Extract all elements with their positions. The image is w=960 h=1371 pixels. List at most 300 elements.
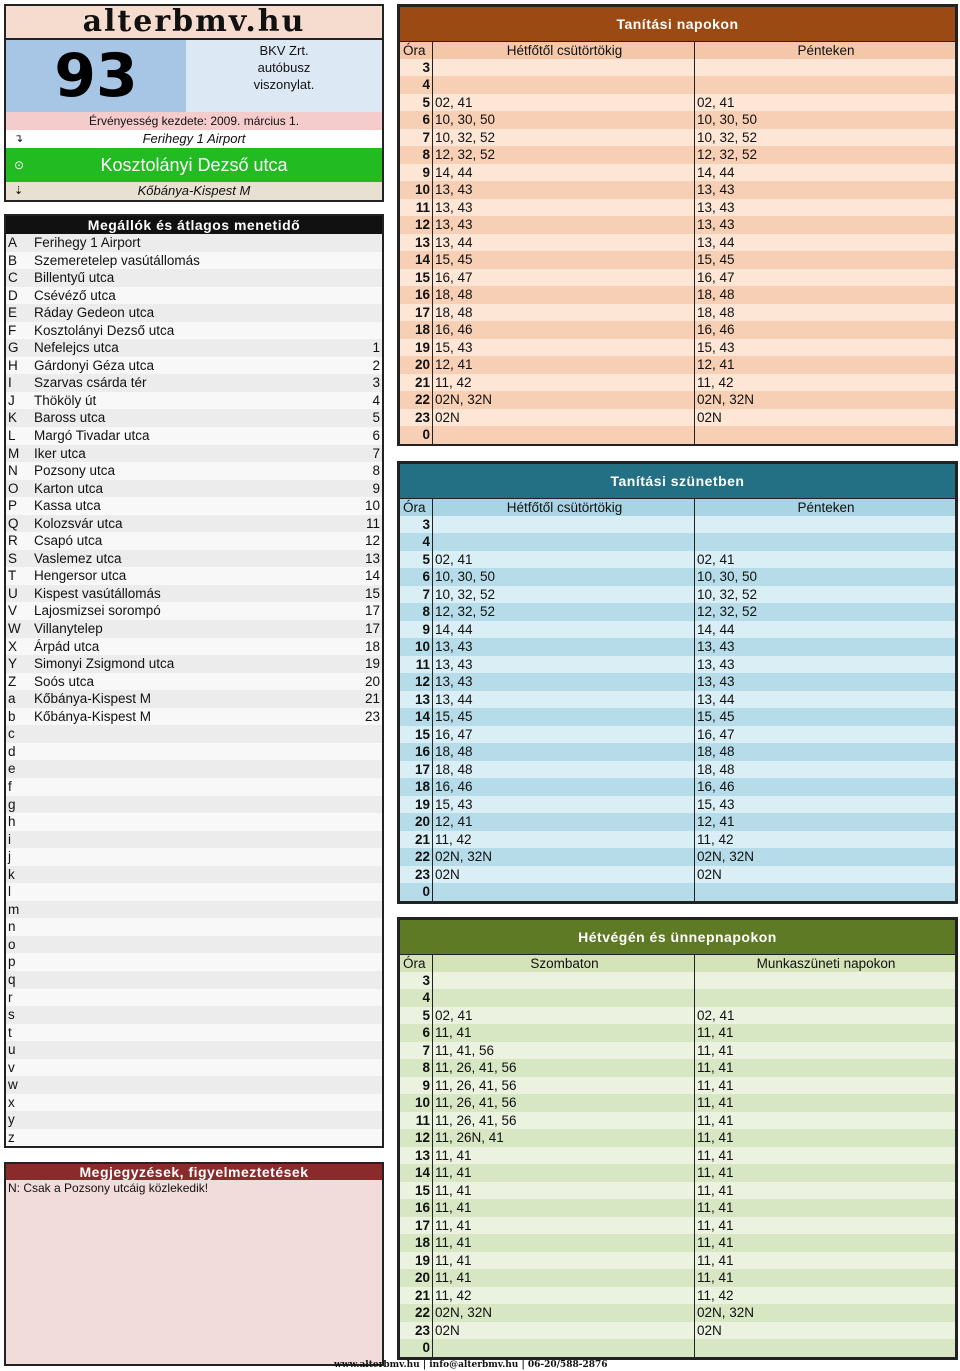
stop-row (6, 796, 382, 814)
hour-cell: 15 (414, 1182, 430, 1198)
hour-cell: 6 (422, 112, 430, 127)
minutes-b-cell (694, 426, 955, 444)
column-b-header: Munkaszüneti napokon (694, 955, 955, 972)
stop-name: Villanytelep (34, 621, 103, 637)
minutes-a-cell: 18, 48 (432, 304, 694, 322)
minutes-a-cell: 02N (432, 866, 694, 884)
minutes-a-cell: 12, 41 (432, 356, 694, 374)
stop-letter: I (8, 375, 12, 391)
minutes-b-cell: 13, 43 (694, 673, 955, 691)
minutes-a-cell: 10, 32, 52 (432, 586, 694, 604)
minutes-b-cell: 15, 43 (694, 796, 955, 814)
minutes-b-cell (694, 533, 955, 551)
direction-from-label: Ferihegy 1 Airport (142, 131, 246, 146)
stop-row (6, 585, 382, 603)
stop-letter: p (8, 954, 16, 970)
hour-cell: 4 (422, 534, 430, 549)
schedule-row (400, 551, 955, 569)
minutes-a-cell: 11, 41 (432, 1147, 694, 1165)
stop-letter: d (8, 743, 16, 759)
stop-letter: n (8, 919, 16, 935)
stop-letter: W (8, 621, 21, 637)
current-stop (6, 148, 382, 182)
schedule-row (400, 59, 955, 77)
minutes-b-cell: 11, 41 (694, 1217, 955, 1235)
stop-name: Kispest vasútállomás (34, 585, 161, 601)
minutes-a-cell: 11, 41 (432, 1252, 694, 1270)
minutes-a-cell: 13, 43 (432, 656, 694, 674)
minutes-b-cell: 15, 45 (694, 708, 955, 726)
stop-letter: l (8, 884, 11, 900)
stop-letter: h (8, 814, 16, 830)
stop-letter: M (8, 445, 20, 461)
stop-row (6, 392, 382, 410)
stop-letter: J (8, 392, 15, 408)
stop-row (6, 1076, 382, 1094)
minutes-b-cell: 11, 41 (694, 1042, 955, 1060)
stop-letter: q (8, 971, 16, 987)
minutes-b-cell: 18, 48 (694, 304, 955, 322)
minutes-a-cell: 02N, 32N (432, 1304, 694, 1322)
minutes-b-cell (694, 59, 955, 77)
stop-letter: H (8, 357, 18, 373)
hour-cell: 22 (414, 1305, 430, 1320)
stop-row (6, 462, 382, 480)
schedule-rows (400, 516, 955, 901)
validity-date: Érvényesség kezdete: 2009. március 1. (6, 112, 382, 130)
hour-cell: 12 (414, 1130, 430, 1145)
schedule-row (400, 638, 955, 656)
stop-time: 10 (364, 498, 380, 514)
operator-panel (186, 40, 382, 112)
stop-time: 5 (372, 410, 380, 426)
minutes-a-cell: 11, 42 (432, 374, 694, 392)
minutes-b-cell: 11, 41 (694, 1199, 955, 1217)
stop-row (6, 234, 382, 252)
stop-time: 17 (364, 621, 380, 637)
minutes-a-cell: 02N (432, 1322, 694, 1340)
hour-cell: 22 (414, 392, 430, 407)
schedule-row (400, 1077, 955, 1095)
hour-cell: 3 (422, 59, 430, 75)
schedule-row (400, 1147, 955, 1165)
hour-cell: 23 (414, 866, 430, 882)
minutes-b-cell: 12, 32, 52 (694, 603, 955, 621)
minutes-b-cell: 13, 43 (694, 638, 955, 656)
schedule-row (400, 586, 955, 604)
minutes-a-cell: 15, 43 (432, 339, 694, 357)
minutes-b-cell: 18, 48 (694, 761, 955, 779)
schedule-row (400, 146, 955, 164)
schedule-title: Hétvégén és ünnepnapokon (400, 920, 955, 954)
stop-name: Árpád utca (34, 638, 100, 654)
stop-row (6, 357, 382, 375)
schedule-row (400, 1339, 955, 1357)
minutes-a-cell (432, 76, 694, 94)
schedule-row (400, 76, 955, 94)
schedule-row (400, 1182, 955, 1200)
stop-letter: k (8, 866, 15, 882)
vehicle-type-line1: autóbusz (257, 60, 311, 75)
hour-cell: 23 (414, 409, 430, 425)
stop-time: 1 (372, 340, 380, 356)
stop-letter: v (8, 1059, 15, 1075)
minutes-b-cell: 11, 42 (694, 831, 955, 849)
minutes-a-cell (432, 989, 694, 1007)
minutes-a-cell (432, 1339, 694, 1357)
stop-row (6, 1094, 382, 1112)
brand-header (4, 4, 384, 40)
minutes-b-cell: 11, 41 (694, 1234, 955, 1252)
minutes-a-cell (432, 533, 694, 551)
hour-cell: 15 (414, 726, 430, 742)
hour-cell: 7 (422, 1042, 430, 1058)
minutes-b-cell: 10, 32, 52 (694, 129, 955, 147)
stop-row (6, 445, 382, 463)
stop-row (6, 901, 382, 919)
schedule-row (400, 111, 955, 129)
stop-time: 17 (364, 603, 380, 619)
stop-letter: B (8, 252, 18, 268)
schedule-row (400, 426, 955, 444)
stop-row (6, 936, 382, 954)
minutes-a-cell (432, 883, 694, 901)
minutes-b-cell (694, 989, 955, 1007)
stop-name: Szarvas csárda tér (34, 375, 147, 391)
minutes-a-cell: 15, 45 (432, 251, 694, 269)
minutes-b-cell: 15, 45 (694, 251, 955, 269)
stop-row (6, 532, 382, 550)
schedule-row (400, 743, 955, 761)
hour-column-header: Óra (403, 500, 426, 515)
hour-cell: 3 (422, 516, 430, 532)
operator-name: BKV Zrt. (259, 43, 309, 58)
schedule-row (400, 691, 955, 709)
stop-letter: V (8, 603, 18, 619)
minutes-a-cell: 02, 41 (432, 551, 694, 569)
stop-row (6, 813, 382, 831)
hour-cell: 17 (414, 1217, 430, 1233)
schedule-row (400, 866, 955, 884)
minutes-a-cell: 10, 30, 50 (432, 111, 694, 129)
hour-cell: 0 (422, 427, 430, 442)
hour-cell: 16 (414, 744, 430, 759)
schedule-row (400, 1042, 955, 1060)
schedule-row (400, 761, 955, 779)
minutes-b-cell: 11, 42 (694, 374, 955, 392)
stop-time: 20 (364, 673, 380, 689)
minutes-b-cell: 11, 41 (694, 1182, 955, 1200)
stop-time: 8 (372, 463, 380, 479)
column-a-header: Szombaton (432, 955, 694, 972)
stop-row (6, 953, 382, 971)
minutes-b-cell: 11, 41 (694, 1112, 955, 1130)
stop-letter: G (8, 340, 19, 356)
schedule-title: Tanítási napokon (400, 7, 955, 41)
stop-row (6, 655, 382, 673)
stop-row (6, 831, 382, 849)
stop-marker-icon: ⊙ (14, 158, 25, 172)
hour-cell: 7 (422, 586, 430, 602)
stop-name: Billentyű utca (34, 270, 115, 286)
hour-cell: 19 (414, 1252, 430, 1268)
stop-time: 6 (372, 428, 380, 444)
stop-row (6, 989, 382, 1007)
minutes-b-cell: 18, 48 (694, 286, 955, 304)
stop-letter: E (8, 305, 18, 321)
hour-cell: 3 (422, 972, 430, 988)
hour-cell: 10 (414, 639, 430, 654)
minutes-b-cell: 02, 41 (694, 1007, 955, 1025)
hour-cell: 11 (415, 656, 430, 672)
brand-logo: alterbmv.hu (82, 4, 306, 39)
minutes-a-cell: 18, 48 (432, 286, 694, 304)
schedule-column-headers (400, 41, 955, 59)
minutes-b-cell: 02N, 32N (694, 391, 955, 409)
minutes-a-cell: 11, 42 (432, 831, 694, 849)
minutes-b-cell: 11, 41 (694, 1129, 955, 1147)
hour-cell: 0 (422, 1340, 430, 1355)
minutes-a-cell: 11, 41 (432, 1182, 694, 1200)
stop-letter: s (8, 1007, 15, 1023)
minutes-b-cell: 02N (694, 866, 955, 884)
stop-letter: m (8, 901, 20, 917)
stop-name: Gárdonyi Géza utca (34, 357, 155, 373)
stop-row (6, 1041, 382, 1059)
stop-row (6, 673, 382, 691)
hour-cell: 8 (422, 147, 430, 162)
stop-letter: o (8, 936, 16, 952)
stop-time: 11 (365, 515, 380, 531)
stop-name: Simonyi Zsigmond utca (34, 656, 175, 672)
stop-name: Csévéző utca (34, 287, 116, 303)
schedule-row (400, 603, 955, 621)
stop-letter: w (8, 1077, 18, 1093)
stop-row (6, 971, 382, 989)
schedule-row (400, 778, 955, 796)
hour-cell: 11 (415, 1112, 430, 1128)
stop-row (6, 304, 382, 322)
stop-row (6, 339, 382, 357)
schedule-school-days (397, 4, 958, 446)
minutes-a-cell: 13, 43 (432, 673, 694, 691)
stop-name: Baross utca (34, 410, 106, 426)
schedule-rows (400, 59, 955, 444)
stop-row (6, 567, 382, 585)
schedule-row (400, 1164, 955, 1182)
minutes-a-cell (432, 59, 694, 77)
hour-cell: 19 (414, 796, 430, 812)
hour-cell: 12 (414, 674, 430, 689)
hour-cell: 17 (414, 761, 430, 777)
stop-letter: L (8, 428, 16, 444)
schedule-row (400, 409, 955, 427)
minutes-b-cell: 02N, 32N (694, 1304, 955, 1322)
minutes-b-cell: 16, 47 (694, 269, 955, 287)
stop-row (6, 287, 382, 305)
hour-cell: 8 (422, 1060, 430, 1075)
stop-time: 21 (364, 691, 380, 707)
line-number-panel (6, 40, 186, 112)
hour-cell: 9 (422, 621, 430, 637)
stop-row (6, 602, 382, 620)
stop-letter: O (8, 480, 19, 496)
notes-header: Megjegyzések, figyelmeztetések (6, 1164, 382, 1180)
hour-cell: 20 (414, 357, 430, 372)
schedule-row (400, 848, 955, 866)
hour-cell: 6 (422, 1025, 430, 1040)
schedule-row (400, 813, 955, 831)
minutes-a-cell: 11, 42 (432, 1287, 694, 1305)
schedule-row (400, 1234, 955, 1252)
stop-row (6, 427, 382, 445)
schedule-row (400, 356, 955, 374)
schedule-rows (400, 972, 955, 1357)
schedule-row (400, 164, 955, 182)
stop-row (6, 848, 382, 866)
stop-letter: f (8, 778, 12, 794)
stop-letter: Q (8, 515, 19, 531)
stop-letter: R (8, 533, 18, 549)
minutes-b-cell (694, 883, 955, 901)
minutes-a-cell: 12, 32, 52 (432, 146, 694, 164)
schedule-row (400, 673, 955, 691)
minutes-a-cell: 13, 43 (432, 638, 694, 656)
stop-letter: i (8, 831, 11, 847)
hour-cell: 20 (414, 814, 430, 829)
stop-row (6, 743, 382, 761)
schedule-row (400, 1007, 955, 1025)
stop-time: 14 (364, 568, 380, 584)
stop-row (6, 409, 382, 427)
minutes-b-cell: 10, 30, 50 (694, 568, 955, 586)
stop-name: Kőbánya-Kispest M (34, 691, 152, 707)
minutes-b-cell: 11, 41 (694, 1094, 955, 1112)
stop-row (6, 515, 382, 533)
stop-name: Thököly út (34, 392, 97, 408)
direction-from (6, 130, 382, 148)
schedule-row (400, 1059, 955, 1077)
minutes-a-cell: 11, 41 (432, 1269, 694, 1287)
stop-row (6, 322, 382, 340)
stop-letter: j (8, 849, 11, 865)
hour-cell: 5 (422, 551, 430, 567)
stops-list (6, 234, 382, 1146)
hour-cell: 14 (414, 709, 430, 724)
schedule-row (400, 1112, 955, 1130)
hour-cell: 9 (422, 164, 430, 180)
schedule-weekend-holiday (397, 917, 958, 1360)
stop-time: 23 (364, 708, 380, 724)
hour-cell: 4 (422, 77, 430, 92)
hour-cell: 17 (414, 304, 430, 320)
minutes-b-cell: 13, 43 (694, 199, 955, 217)
stop-name: Iker utca (34, 445, 86, 461)
stop-row (6, 497, 382, 515)
schedule-title: Tanítási szünetben (400, 464, 955, 498)
column-b-header: Pénteken (694, 42, 955, 59)
minutes-b-cell: 16, 46 (694, 778, 955, 796)
schedule-row (400, 1269, 955, 1287)
stop-name: Ferihegy 1 Airport (34, 235, 141, 250)
schedule-row (400, 516, 955, 534)
direction-to (6, 182, 382, 200)
minutes-b-cell: 02N, 32N (694, 848, 955, 866)
stop-name: Kolozsvár utca (34, 515, 123, 531)
turn-arrow-icon: ↴ (14, 133, 24, 145)
minutes-a-cell: 02, 41 (432, 1007, 694, 1025)
stop-letter: b (8, 708, 16, 724)
minutes-b-cell: 14, 44 (694, 621, 955, 639)
schedule-row (400, 181, 955, 199)
stop-name: Hengersor utca (34, 568, 127, 584)
schedule-row (400, 1094, 955, 1112)
schedule-row (400, 251, 955, 269)
stop-row (6, 760, 382, 778)
stop-letter: D (8, 287, 18, 303)
stop-time: 9 (372, 480, 380, 496)
stop-row (6, 480, 382, 498)
minutes-b-cell: 18, 48 (694, 743, 955, 761)
hour-cell: 21 (414, 831, 430, 847)
hour-cell: 18 (414, 779, 430, 794)
schedule-row (400, 304, 955, 322)
minutes-a-cell: 13, 43 (432, 199, 694, 217)
hour-cell: 13 (414, 691, 430, 707)
stop-row (6, 550, 382, 568)
hour-cell: 18 (414, 1235, 430, 1250)
stop-time: 3 (372, 375, 380, 391)
hour-cell: 0 (422, 884, 430, 899)
minutes-a-cell: 11, 26, 41, 56 (432, 1077, 694, 1095)
stop-letter: T (8, 568, 17, 584)
hour-cell: 9 (422, 1077, 430, 1093)
minutes-b-cell: 11, 41 (694, 1164, 955, 1182)
stop-time: 15 (364, 585, 380, 601)
stop-letter: C (8, 270, 18, 286)
stop-row (6, 638, 382, 656)
stop-time: 13 (364, 550, 380, 566)
hour-cell: 23 (414, 1322, 430, 1338)
hour-cell: 11 (415, 199, 430, 215)
schedule-row (400, 1304, 955, 1322)
vehicle-type-line2: viszonylat. (253, 77, 315, 92)
minutes-a-cell: 11, 41, 56 (432, 1042, 694, 1060)
minutes-b-cell: 02N (694, 409, 955, 427)
schedule-school-break (397, 461, 958, 904)
stop-row (6, 690, 382, 708)
stop-row (6, 1024, 382, 1042)
stop-row (6, 620, 382, 638)
stop-row (6, 269, 382, 287)
minutes-b-cell: 12, 41 (694, 356, 955, 374)
notes-panel (4, 1162, 384, 1366)
minutes-b-cell: 11, 42 (694, 1287, 955, 1305)
minutes-a-cell: 11, 41 (432, 1024, 694, 1042)
hour-cell: 18 (414, 322, 430, 337)
minutes-a-cell: 12, 41 (432, 813, 694, 831)
stop-letter: S (8, 550, 18, 566)
hour-cell: 6 (422, 569, 430, 584)
hour-cell: 19 (414, 339, 430, 355)
stop-row (6, 1059, 382, 1077)
schedule-row (400, 831, 955, 849)
stop-letter: e (8, 761, 16, 777)
stop-row (6, 883, 382, 901)
column-a-header: Hétfőtől csütörtökig (432, 499, 694, 516)
minutes-a-cell: 11, 41 (432, 1164, 694, 1182)
minutes-a-cell: 12, 32, 52 (432, 603, 694, 621)
